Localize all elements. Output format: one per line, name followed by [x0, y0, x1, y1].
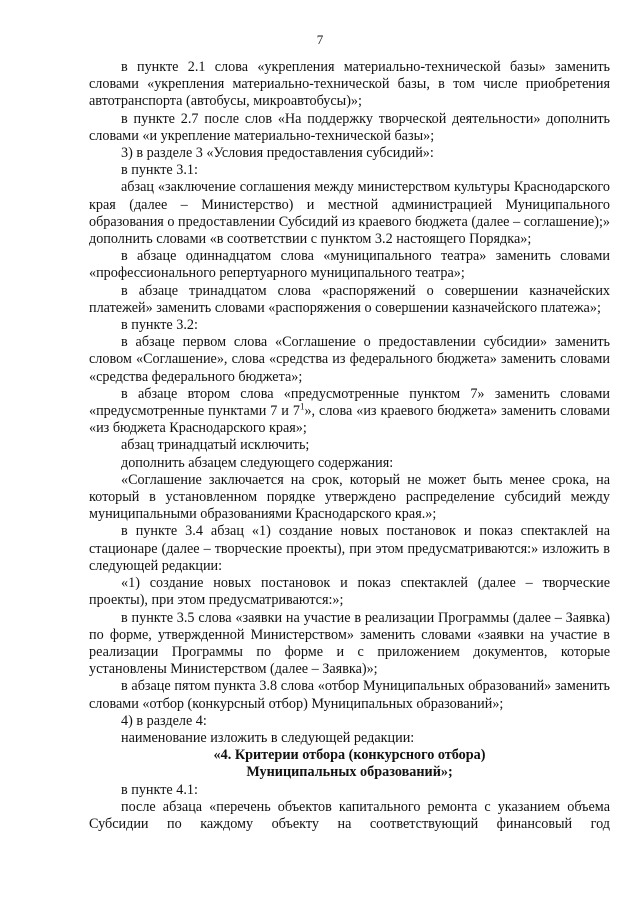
- paragraph: 4) в разделе 4:: [121, 712, 207, 729]
- section-heading: Муниципальных образований»;: [246, 764, 453, 781]
- paragraph: в абзаце одиннадцатом слова «муниципального театра» заменить словами «профессионального репертуарного муниципального театра»;: [89, 248, 610, 282]
- section-heading: «4. Критерии отбора (конкурсного отбора): [213, 747, 486, 764]
- paragraph: 3) в разделе 3 «Условия предоставления субсидий»:: [121, 145, 434, 162]
- page-number: 7: [316, 32, 324, 47]
- paragraph: в пункте 3.4 абзац «1) создание новых постановок и показ спектаклей на стационаре (далее – творческие проекты), при этом предусматриваются:» изложить в следующей редакции:: [89, 523, 610, 574]
- paragraph: в абзаце пятом пункта 3.8 слова «отбор Муниципальных образований» заменить словами «отбор (конкурсный отбор) Муниципальных образований»;: [89, 678, 610, 712]
- paragraph: в пункте 3.2:: [121, 317, 198, 334]
- paragraph: дополнить абзацем следующего содержания:: [121, 454, 394, 471]
- paragraph: в пункте 3.1:: [121, 162, 198, 179]
- paragraph-part: », слова «из краевого бюджета» заменить словами «из бюджета Краснодарского края»;: [89, 403, 611, 437]
- paragraph: абзац тринадцатый исключить;: [121, 437, 310, 454]
- paragraph: в пункте 3.5 слова «заявки на участие в реализации Программы (далее – Заявка) по форме, утвержденной Министерством» заменить словами «заявки на участие в реализации Программы по форме и с приложением документов, которые установлены Министерством (далее – Заявка)»;: [89, 609, 610, 678]
- paragraph: абзац «заключение соглашения между министерством культуры Краснодарского края (далее – Министерство) и местной администрацией Муниципального образования о предоставлении Субсидий из краевого бюджета (далее – соглашение);» дополнить словами «в соответствии с пунктом 3.2 настоящего Порядка»;: [89, 179, 610, 248]
- paragraph: в пункте 2.1 слова «укрепления материально-технической базы» заменить словами «укрепления материально-технической базы, в том числе приобретения автотранспорта (автобусы, микроавтобусы)»;: [89, 59, 610, 110]
- paragraph: в пункте 4.1:: [121, 781, 198, 798]
- paragraph: после абзаца «перечень объектов капитального ремонта с указанием объема Субсидии по каждому объекту на соответствующий финансовый год: [89, 798, 610, 832]
- paragraph: наименование изложить в следующей редакции:: [121, 729, 415, 746]
- paragraph: [89, 386, 610, 438]
- paragraph: «Соглашение заключается на срок, который не может быть менее срока, на который в установленном порядке утверждено распределение субсидий между муниципальными образованиями Краснодарского края.»;: [89, 471, 610, 523]
- paragraph-part: в абзаце втором слова «предусмотренные пунктом 7» заменить словами «предусмотренные пунктами 7 и 7: [89, 385, 610, 420]
- superscript: 1: [299, 401, 305, 412]
- document-body: [89, 59, 610, 833]
- paragraph: в абзаце первом слова «Соглашение о предоставлении субсидии» заменить словом «Соглашение», слова «средства из федерального бюджета» заменить словами «средства федерального бюджета»;: [89, 334, 610, 385]
- paragraph: «1) создание новых постановок и показ спектаклей (далее – творческие проекты), при этом предусматриваются:»;: [89, 575, 610, 609]
- paragraph: в пункте 2.7 после слов «На поддержку творческой деятельности» дополнить словами «и укрепление материально-технической базы»;: [89, 110, 610, 144]
- paragraph: в абзаце тринадцатом слова «распоряжений о совершении казначейских платежей» заменить словами «распоряжения о совершении казначейского платежа»;: [89, 282, 610, 316]
